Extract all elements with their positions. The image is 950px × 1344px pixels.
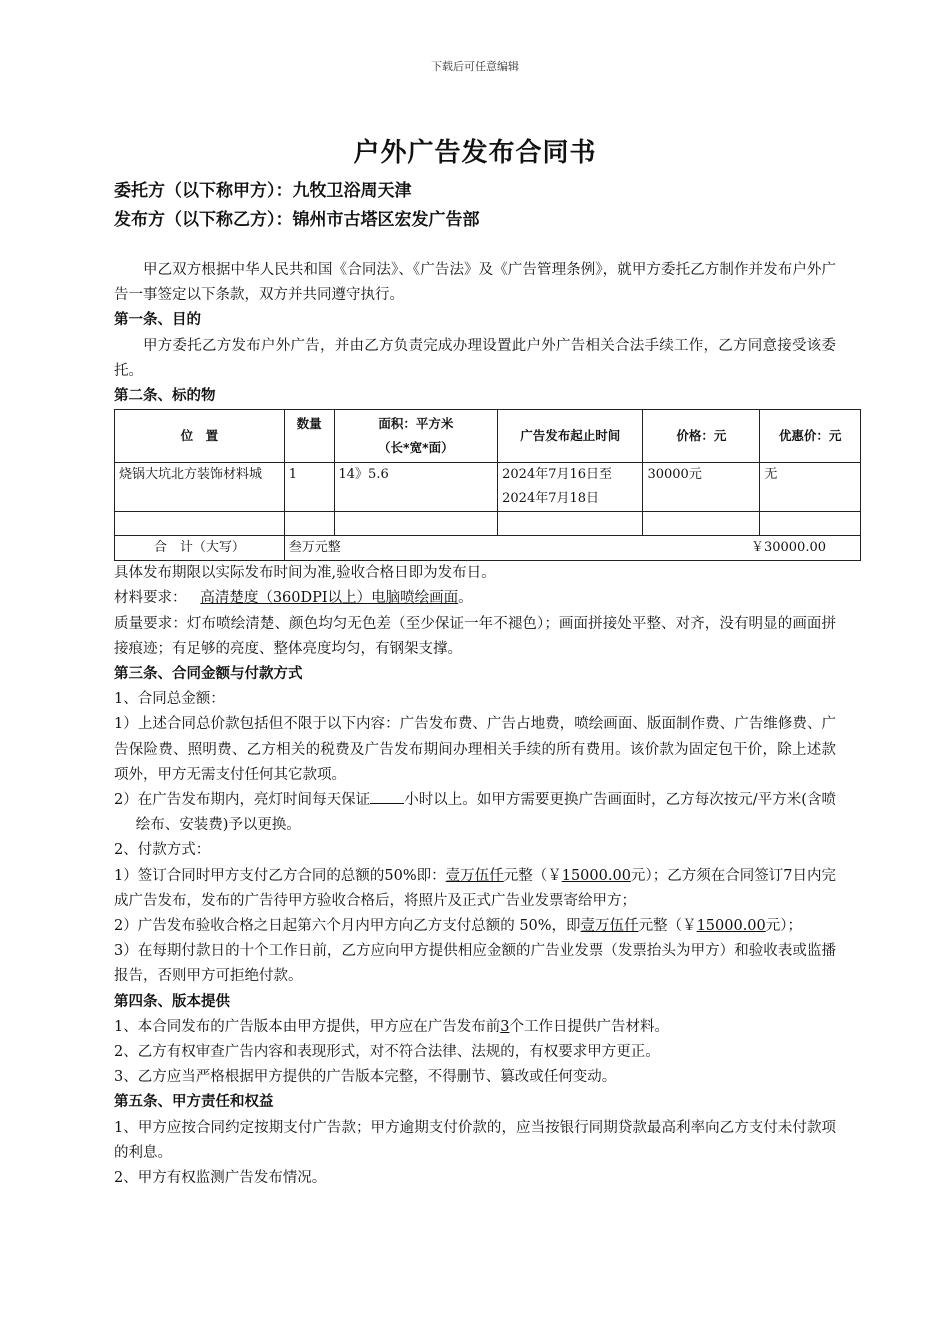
article-3-sub2: 2、付款方式： — [114, 842, 211, 859]
pay1-amount: 15000.00 — [561, 867, 631, 884]
table-row — [115, 463, 861, 512]
article-4-heading: 第四条、版本提供 — [114, 993, 230, 1010]
col-price: 价格：元 — [643, 410, 760, 463]
contract-body — [114, 258, 842, 1191]
quality-requirement: 质量要求：灯布喷绘清楚、颜色均匀无色差（至少保证一年不褪色）；画面拼接处平整、对齐，没有明显的画面拼接痕迹；有足够的亮度、整体亮度均匀，有钢架支撑。 — [114, 615, 836, 657]
page-title: 户外广告发布合同书 — [353, 138, 597, 168]
total-cell — [284, 536, 860, 561]
pay2-b: 元整（￥ — [638, 918, 697, 935]
article-5-item1: 1、甲方应按合同约定按期支付广告款；甲方逾期支付价款的，应当按银行同期贷款最高利率向乙方支付未付款项的利息。 — [114, 1119, 836, 1161]
article-3-item1: 1）上述合同总价款包括但不限于以下内容：广告发布费、广告占地费，喷绘画面、版面制作费、广告维修费、广告保险费、照明费、乙方相关的税费及广告发布期间办理相关手续的所有费用。该价款为固定包干价，除上述款项外，甲方无需支付任何其它款项。 — [114, 716, 836, 783]
total-words: 叁万元整 — [288, 540, 341, 556]
pay2-amount: 15000.00 — [696, 918, 766, 935]
total-amount: ￥30000.00 — [750, 540, 826, 556]
article-1-text: 甲方委托乙方发布户外广告，并由乙方负责完成办理设置此户外广告相关合法手续工作，乙方同意接受该委托。 — [114, 337, 836, 379]
payment-3: 3）在每期付款日的十个工作日前，乙方应向甲方提供相应金额的广告业发票（发票抬头为甲方）和验收表或监播报告，否则甲方可拒绝付款。 — [114, 943, 836, 985]
header-note: 下载后可任意编辑 — [431, 60, 519, 73]
item2-part-a: 2）在广告发布期内，亮灯时间每天保证 — [114, 792, 371, 809]
period-note: 具体发布期限以实际发布时间为准,验收合格日即为发布日。 — [114, 565, 496, 582]
article-5-item2: 2、甲方有权监测广告发布情况。 — [114, 1170, 327, 1187]
cell-quantity: 1 — [284, 463, 334, 512]
art4-days: 3 — [500, 1018, 510, 1035]
col-discount: 优惠价：元 — [760, 410, 861, 463]
pay1-c: 元）；乙方须在合同签订7日内完成广告发布，发布的广告待甲方验收合格后，将照片及正式广告业发票寄给甲方； — [114, 867, 837, 909]
cell-period: 2024年7月16日至2024年7月18日 — [498, 463, 643, 512]
material-value: 高清楚度（360DPI以上）电脑喷绘画面 — [200, 590, 459, 607]
material-requirement — [114, 586, 836, 611]
payment-1 — [114, 864, 836, 914]
material-end: 。 — [458, 590, 473, 607]
item2-part-b: 小时以上。如甲方需要更换广告画面时，乙方每次按元/平方米(含喷绘布、安装费)予以更换。 — [135, 792, 836, 834]
cell-price: 30000元 — [643, 463, 760, 512]
cell-location: 烧锅大坑北方装饰材料城 — [115, 463, 285, 512]
art4-item1-b: 个工作日提供广告材料。 — [509, 1018, 669, 1035]
article-4-item1 — [114, 1015, 836, 1040]
article-4-item3: 3、乙方应当严格根据甲方提供的广告版本完整，不得删节、篡改或任何变动。 — [114, 1069, 617, 1086]
hours-blank — [370, 789, 404, 804]
table-row-empty — [115, 512, 861, 536]
article-3-item2 — [114, 788, 836, 838]
pay2-words: 壹万伍仟 — [580, 918, 639, 935]
pay1-a: 1）签订合同时甲方支付乙方合同的总额的50%即： — [114, 867, 446, 884]
col-area-line1: 面积：平方米 — [378, 416, 454, 432]
article-1-heading: 第一条、目的 — [114, 312, 201, 329]
col-area — [334, 410, 498, 463]
article-3-heading: 第三条、合同金额与付款方式 — [114, 666, 303, 683]
table-total-row — [115, 536, 861, 561]
total-label: 合 计（大写） — [115, 536, 285, 561]
payment-2 — [114, 914, 836, 939]
pay1-words: 壹万伍仟 — [445, 867, 504, 884]
col-area-line2: （长*宽*面） — [378, 440, 454, 456]
party-b-line: 发布方（以下称乙方）：锦州市古塔区宏发广告部 — [114, 210, 480, 230]
col-location: 位 置 — [115, 410, 285, 463]
art4-item1-a: 1、本合同发布的广告版本由甲方提供，甲方应在广告发布前 — [114, 1018, 501, 1035]
cell-area: 14》5.6 — [334, 463, 498, 512]
pay1-b: 元整（￥ — [503, 867, 562, 884]
article-2-heading: 第二条、标的物 — [114, 388, 216, 405]
col-quantity: 数量 — [284, 410, 334, 463]
pay2-a: 2）广告发布验收合格之日起第六个月内甲方向乙方支付总额的 50%，即 — [114, 918, 581, 935]
article-4-item2: 2、乙方有权审查广告内容和表现形式，对不符合法律、法规的，有权要求甲方更正。 — [114, 1044, 660, 1061]
col-period: 广告发布起止时间 — [498, 410, 643, 463]
article-3-sub1: 1、合同总金额： — [114, 691, 225, 708]
material-label: 材料要求： — [114, 590, 187, 607]
intro-paragraph: 甲乙双方根据中华人民共和国《合同法》、《广告法》及《广告管理条例》，就甲方委托乙方制作并发布户外广告一事签定以下条款，双方并共同遵守执行。 — [114, 262, 836, 304]
party-a-line: 委托方（以下称甲方）：九牧卫浴周天津 — [114, 181, 412, 201]
cell-discount: 无 — [760, 463, 861, 512]
pay2-c: 元）； — [765, 918, 802, 935]
table-header-row — [115, 410, 861, 463]
subject-table — [114, 409, 861, 561]
article-5-heading: 第五条、甲方责任和权益 — [114, 1094, 274, 1111]
